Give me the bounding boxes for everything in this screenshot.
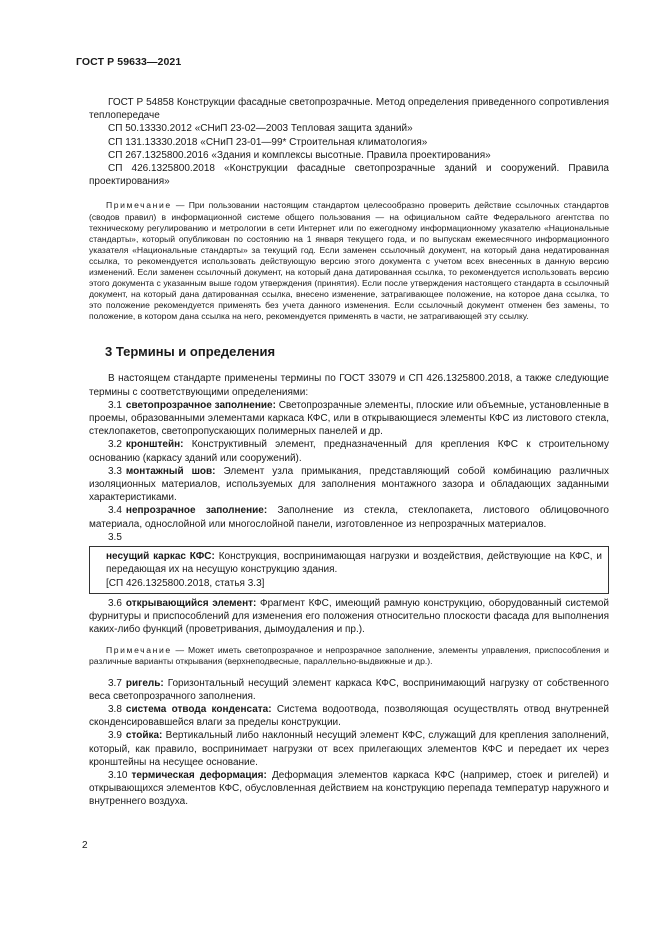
section-intro: В настоящем стандарте применены термины по ГОСТ 33079 и СП 426.1325800.2018, а также следующие термины с соответствующими определениями: [89,373,609,398]
term-definition: Горизонтальный несущий элемент каркаса КФС, воспринимающий нагрузку от собственного веса светопрозрачного заполнения. [89,677,609,702]
page-number: 2 [82,840,88,851]
term-title: термическая деформация: [131,769,267,781]
page-content [89,80,609,809]
ref-item: СП 131.13330.2018 «СНиП 23-01—99* Строительная климатология» [108,136,428,148]
note-references [89,200,609,322]
term-definition: Деформация элементов каркаса КФС (например, стоек и ригелей) и открывающихся элементов КФС, обусловленная действием на конструкцию перепада температур наружного и внутреннего воздуха. [89,769,610,808]
term-title: стойка: [125,730,163,742]
term-number: 3.6 [108,597,122,609]
term-entry [106,550,602,576]
ref-item: ГОСТ Р 54858 Конструкции фасадные светопрозрачные. Метод определения приведенного сопротивления теплопередаче [89,97,609,122]
term-entry [89,438,609,464]
section-title: 3 Термины и определения [105,344,276,360]
term-entry [89,769,609,809]
term-definition: Элемент узла примыкания, представляющий собой комбинацию различных изоляционных материалов, используемых для заполнения монтажного зазора и обладающих заданными характеристиками. [89,465,609,504]
document-header: ГОСТ Р 59633—2021 [76,56,182,68]
term-definition: Заполнение из стекла, стеклопакета, листового облицовочного материала, однослойной или многослойной панели, изготовленное из непрозрачных материалов. [89,505,609,530]
note-text: — При пользовании настоящим стандартом целесообразно проверить действие ссылочных стандартов (сводов правил) в информационной системе общего пользования — на официальном сайте Федерального агентства по техническому регулированию и метрологии в сети Интернет или по ежегодному информационному указателю «Национальные стандарты», который опубликован по состоянию на 1 января текущего года, и по выпускам ежемесячного информационного указателя «Национальные стандарты» за текущий год. Если заменен ссылочный документ, на который дана недатированная ссылка, то рекомендуется использовать действующую версию этого документа с учетом всех внесенных в данную версию изменений. Если заменен ссылочный документ, на который дана датированная ссылка, то рекомендуется использовать версию этого документа с указанным выше годом утверждения (принятия). Если после утверждения настоящего стандарта в ссылочный документ, на который дана датированная ссылка, внесено изменение, затрагивающее положение, на которое дана ссылка, то это положение рекомендуется применять без учета данного изменения. Если ссылочный документ отменен без замены, то положение, в котором дана ссылка на него, рекомендуется применять в части, не затрагивающей эту ссылку. [89,200,609,322]
term-title: открывающийся элемент: [125,597,257,609]
term-title: светопрозрачное заполнение: [125,399,276,411]
term-definition: Светопрозрачные элементы, плоские или объемные, установленные в проемы, образованными элементами каркаса КФС, или в открывающиеся элементы КФС из листового стекла, стеклопакетов, светопропускающих полимерных панелей и др. [89,399,609,438]
ref-item: СП 267.1325800.2016 «Здания и комплексы высотные. Правила проектирования» [108,149,491,161]
term-entry [89,399,609,439]
term-definition: Система водоотвода, позволяющая осуществлять отвод внутренней сконденсировавшейся влаги за пределы конструкции. [89,703,609,729]
term-number: 3.10 [108,769,128,781]
term-title: ригель: [125,677,164,689]
term-entry [89,504,609,530]
term-title: несущий каркас КФС: [106,551,215,563]
term-title: система отвода конденсата: [125,703,272,715]
term-title: непрозрачное заполнение: [125,505,268,517]
term-entry [89,597,609,637]
term-entry [89,703,609,729]
note-text: — Может иметь светопрозрачное и непрозрачное заполнение, элементы управления, приспособления и различные варианты открывания (верхнеподвесные, параллельно-выдвижные и др.). [89,645,609,667]
term-number: 3.4 [108,505,122,517]
term-entry [89,465,609,505]
ref-item: СП 426.1325800.2018 «Конструкции фасадные светопрозрачные зданий и сооружений. Правила проектирования» [89,163,609,188]
term-number: 3.8 [108,703,122,715]
term-entry [89,677,609,703]
quoted-term-box [89,546,609,594]
ref-item: СП 50.13330.2012 «СНиП 23-02—2003 Тепловая защита зданий» [108,123,413,135]
term-title: кронштейн: [125,439,184,451]
term-definition: Фрагмент КФС, имеющий рамную конструкцию, оборудованный системой фурнитуры и приспособлений для изменения его положения относительно плоскости фасада для выполнения каких-либо функций (проветривания, дымоудаления и пр.). [89,597,609,636]
term-number: 3.1 [108,399,122,411]
term-number: 3.7 [108,677,122,689]
term-definition: Конструкция, воспринимающая нагрузки и воздействия, действующие на КФС, и передающая их на несущую конструкцию здания. [106,551,602,576]
term-source: [СП 426.1325800.2018, статья 3.3] [106,577,265,589]
note-label: Примечание [106,200,172,211]
term-title: монтажный шов: [125,465,216,477]
term-number: 3.2 [108,439,122,451]
term-number-35: 3.5 [108,531,122,543]
note-term [89,645,609,667]
term-number: 3.3 [108,465,122,477]
term-definition: Вертикальный либо наклонный несущий элемент КФС, служащий для крепления заполнений, который, как правило, воспринимает нагрузки от всех прилегающих элементов КФС и передает их через кронштейны на несущее основание. [89,730,609,768]
term-entry [89,729,609,769]
term-definition: Конструктивный элемент, предназначенный для крепления КФС к строительному основанию (каркасу зданий или сооружений). [89,439,609,464]
note-label: Примечание [106,645,172,656]
term-number: 3.9 [108,730,122,742]
